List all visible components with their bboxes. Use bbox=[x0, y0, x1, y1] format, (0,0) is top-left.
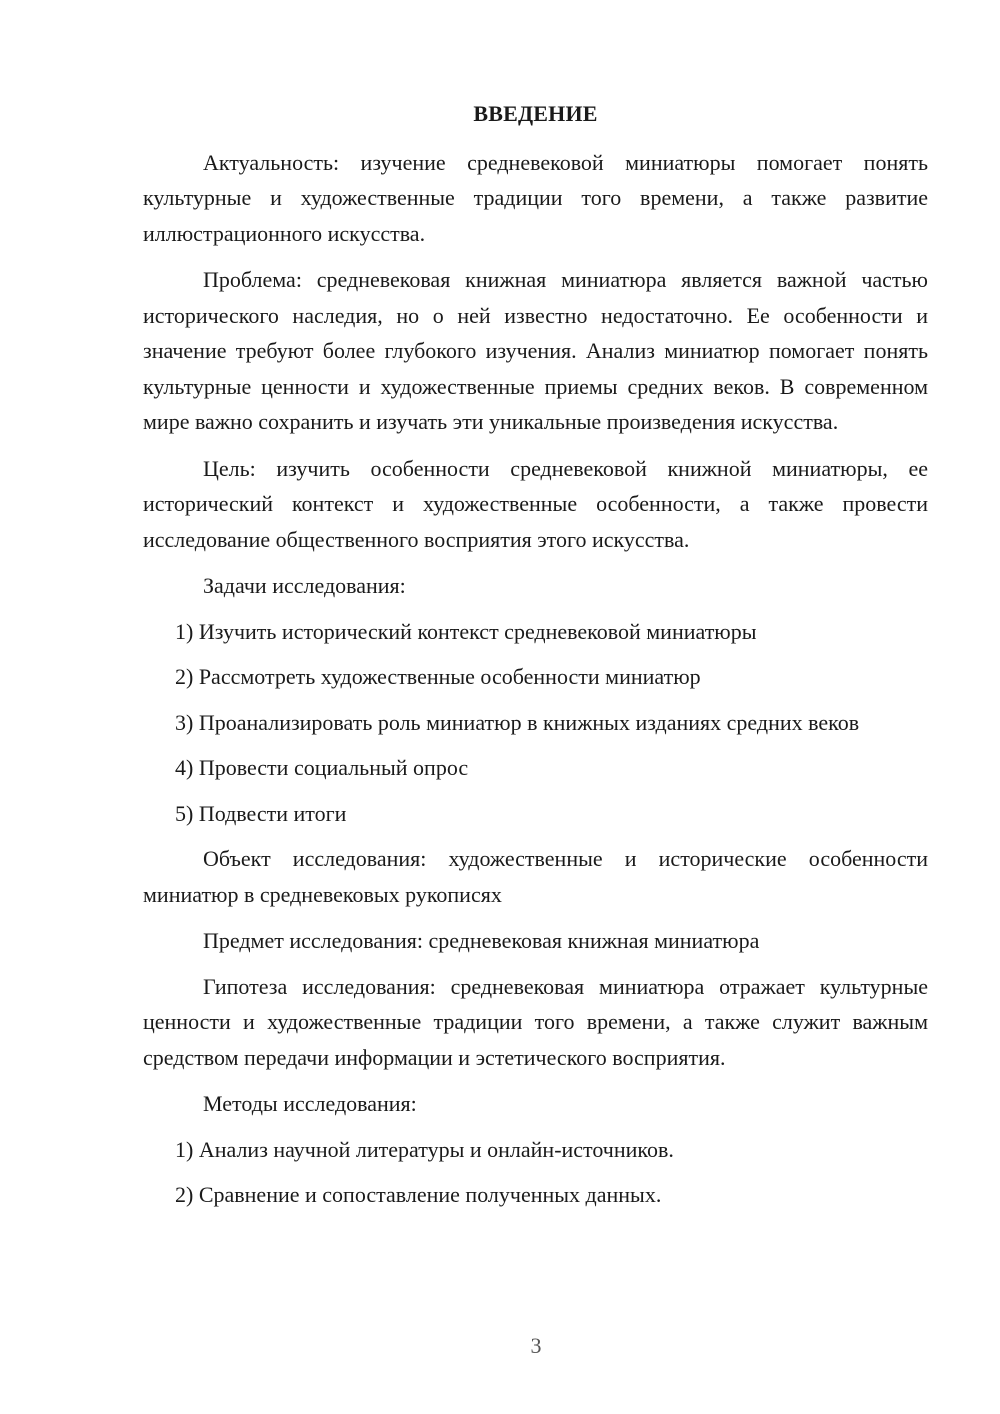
problem-paragraph: Проблема: средневековая книжная миниатюра является важной частью исторического наследия, но о ней известно недостаточно. Ее особенности и значение требуют более глубокого изучения. Анализ миниатюр помогает понять культурные ценности и художественные приемы средних веков. В современном мире важно сохранить и изучать эти уникальные произведения искусства. bbox=[143, 267, 928, 434]
method-item: 1) Анализ научной литературы и онлайн-источников. bbox=[175, 1136, 674, 1162]
task-item: 3) Проанализировать роль миниатюр в книжных изданиях средних веков bbox=[175, 709, 860, 735]
methods-heading: Методы исследования: bbox=[203, 1091, 417, 1116]
object-paragraph: Объект исследования: художественные и исторические особенности миниатюр в средневековых рукописях bbox=[143, 846, 928, 907]
relevance-paragraph: Актуальность: изучение средневековой миниатюры помогает понять культурные и художественные традиции того времени, а также развитие иллюстрационного искусства. bbox=[143, 149, 928, 246]
page-content bbox=[143, 96, 928, 1223]
page-title: ВВЕДЕНИЕ bbox=[473, 101, 598, 126]
subject-paragraph: Предмет исследования: средневековая книжная миниатюра bbox=[203, 928, 760, 953]
method-item: 2) Сравнение и сопоставление полученных данных. bbox=[175, 1182, 662, 1207]
task-item: 4) Провести социальный опрос bbox=[175, 755, 469, 780]
tasks-heading: Задачи исследования: bbox=[203, 573, 406, 598]
page-number: 3 bbox=[530, 1333, 542, 1358]
task-item: 2) Рассмотреть художественные особенности миниатюр bbox=[175, 664, 701, 689]
goal-paragraph: Цель: изучить особенности средневековой книжной миниатюры, ее исторический контекст и художественные особенности, а также провести исследование общественного восприятия этого искусства. bbox=[143, 455, 928, 552]
task-item: 5) Подвести итоги bbox=[175, 800, 347, 826]
hypothesis-paragraph: Гипотеза исследования: средневековая миниатюра отражает культурные ценности и художественные традиции того времени, а также служит важным средством передачи информации и эстетического восприятия. bbox=[143, 973, 928, 1070]
task-item: 1) Изучить исторический контекст средневековой миниатюры bbox=[175, 618, 757, 644]
